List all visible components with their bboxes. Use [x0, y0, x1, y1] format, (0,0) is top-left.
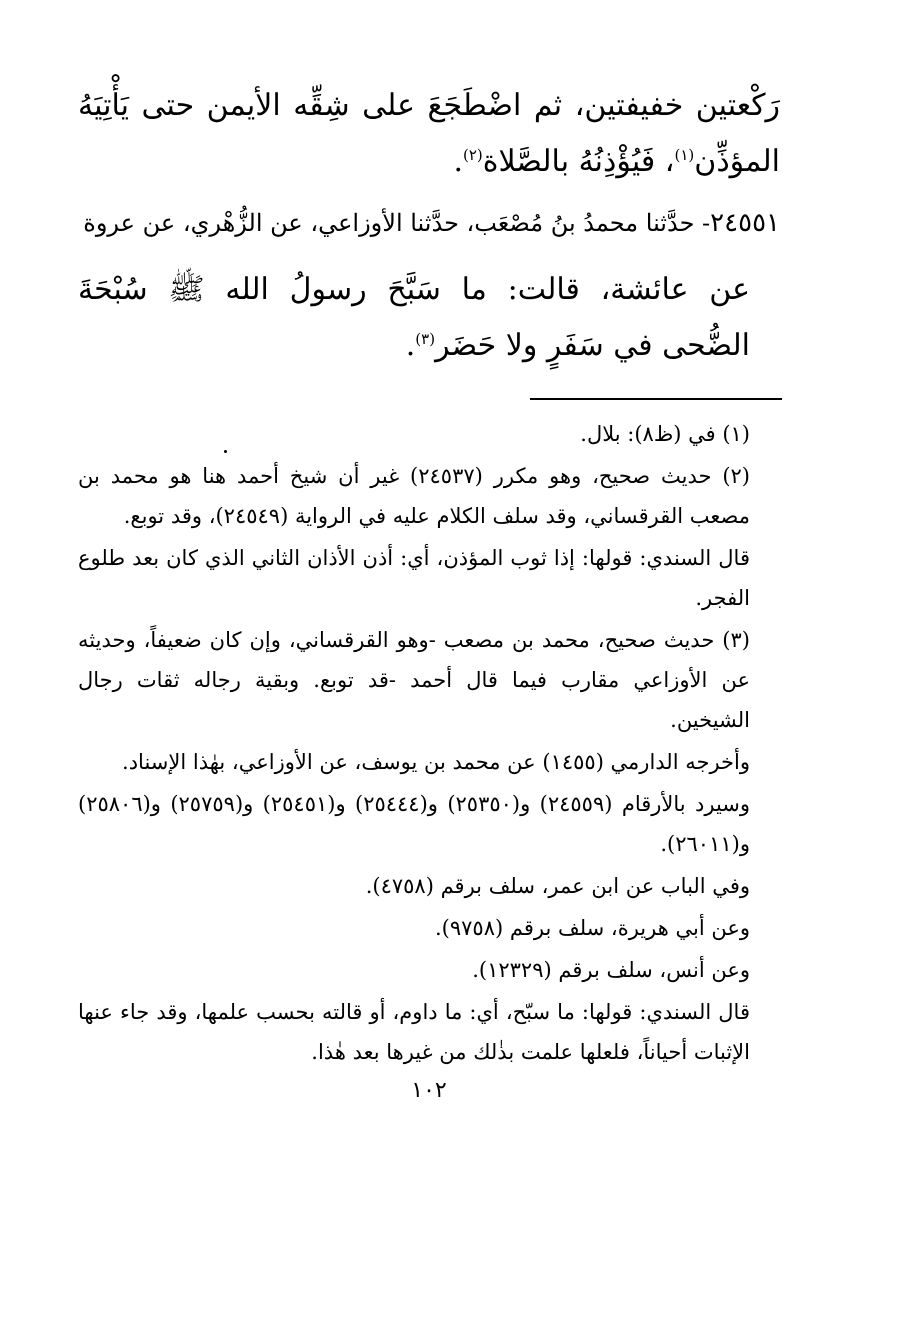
footnote-1: (١) في (ظ٨): بلال. — [580, 422, 750, 446]
footnotes — [78, 414, 780, 1072]
main-paragraph-1-tail: ، فَيُؤْذِنُهُ بالصَّلاة — [482, 144, 675, 179]
main-text-2 — [78, 262, 780, 374]
footnote-2-sindi: قال السندي: قولها: إذا ثوب المؤذن، أي: أذن الأذان الثاني الذي كان بعد طلوع الفجر. — [78, 546, 750, 610]
main-paragraph-2-end: . — [405, 328, 416, 363]
footnote-divider — [78, 386, 780, 414]
footnote-3-numbers: وسيرد بالأرقام (٢٤٥٥٩) و(٢٥٣٥٠) و(٢٥٤٤٤) و(٢٥٤٥١) و(٢٥٧٥٩) و(٢٥٨٠٦) و(٢٦٠١١). — [78, 792, 751, 856]
main-paragraph-2 — [78, 262, 780, 374]
footnote-3-bab-2: وعن أبي هريرة، سلف برقم (٩٧٥٨). — [434, 916, 750, 940]
footnote-3-darimi: وأخرجه الدارمي (١٤٥٥) عن محمد بن يوسف، عن الأوزاعي، بهٰذا الإسناد. — [122, 750, 750, 774]
isnad-text: - حدَّثنا محمدُ بنُ مُصْعَب، حدَّثنا الأوزاعي، عن الزُّهْري، عن عروة — [83, 209, 711, 237]
hadith-number: ٢٤٥٥١ — [710, 208, 780, 238]
divider-line — [530, 398, 782, 400]
isnad-chain — [78, 202, 780, 244]
footnote-ref-2[interactable]: (٢) — [463, 146, 483, 164]
main-paragraph-1-end: . — [453, 144, 463, 179]
footnote-ref-1[interactable]: (١) — [674, 146, 695, 164]
main-paragraph-1 — [78, 78, 780, 190]
main-text — [78, 78, 780, 190]
page-content — [78, 78, 780, 1103]
main-paragraph-2-text: عن عائشة، قالت: ما سَبَّحَ رسولُ الله ﷺ سُبْحَةَ الضُّحى في سَفَرٍ ولا حَضَر — [78, 272, 750, 363]
footnote-3: (٣) حديث صحيح، محمد بن مصعب -وهو القرقساني، وإن كان ضعيفاً، وحديثه عن الأوزاعي مقارب فيما قال أحمد -قد توبع. وبقية رجاله ثقات رجال الشيخين. — [78, 628, 750, 732]
page-number: ١٠٢ — [411, 1078, 447, 1103]
footnote-3-bab-1: وفي الباب عن ابن عمر، سلف برقم (٤٧٥٨). — [365, 874, 750, 898]
footnote-ref-3[interactable]: (٣) — [415, 330, 436, 348]
footnote-2: (٢) حديث صحيح، وهو مكرر (٢٤٥٣٧) غير أن شيخ أحمد هنا هو محمد بن مصعب القرقساني، وقد سلف الكلام عليه في الرواية (٢٤٥٤٩)، وقد توبع. — [78, 464, 750, 528]
footnote-3-sindi: قال السندي: قولها: ما سبّح، أي: ما داوم، أو قالته بحسب علمها، وقد جاء عنها الإثبات أحياناً، فلعلها علمت بذٰلك من غيرها بعد هٰذا. — [78, 1000, 750, 1064]
footnote-3-bab-3: وعن أنس، سلف برقم (١٢٣٢٩). — [472, 958, 750, 982]
main-paragraph-1-text: رَكْعتين خفيفتين، ثم اضْطَجَعَ على شِقِّه الأيمن حتى يَأْتِيَهُ المؤذِّن — [78, 88, 780, 179]
